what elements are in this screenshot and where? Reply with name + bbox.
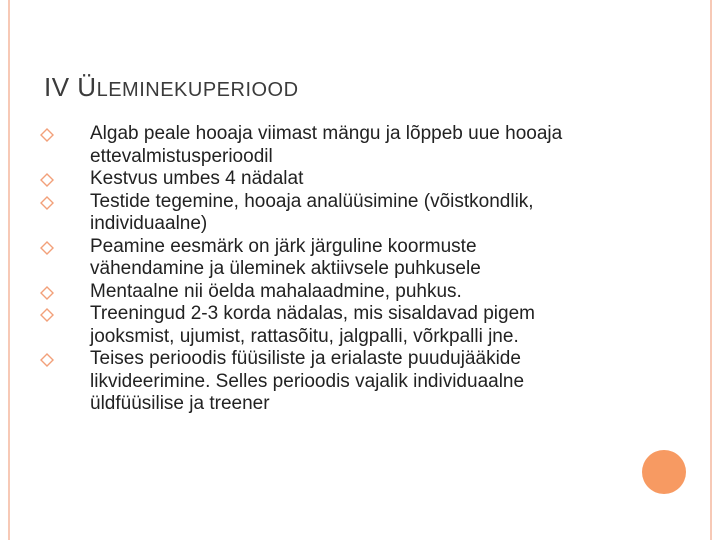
diamond-outline-icon [40, 128, 54, 142]
list-item [40, 348, 640, 416]
bullet-list [40, 123, 640, 416]
diamond-outline-icon [40, 173, 54, 187]
bullet-text-line1: Teises perioodis füüsiliste ja erialaste puudujääkide [90, 348, 521, 369]
bullet-text-line1: Kestvus umbes 4 nädalat [90, 168, 304, 189]
bullet-text-line1: Testide tegemine, hooaja analüüsimine (võistkondlik, [90, 190, 534, 212]
slide-title [44, 72, 299, 103]
decorative-circle [642, 450, 686, 494]
diamond-outline-icon [40, 196, 54, 210]
bullet-text-line1: Algab peale hooaja viimast mängu ja lõppeb uue hooaja [90, 123, 563, 144]
list-item [40, 281, 640, 304]
title-rest: LEMINEKUPERIOOD [96, 79, 299, 101]
bullet-text-line1: Treeningud 2-3 korda nädalas, mis sisaldavad pigem [90, 303, 535, 324]
bullet-text-line2: jooksmist, ujumist, rattasõitu, jalgpalli, võrkpalli jne. [90, 325, 519, 347]
bullet-text-line2: likvideerimine. Selles perioodis vajalik individuaalne [90, 370, 525, 392]
bullet-text-line2: vähendamine ja üleminek aktiivsele puhkusele [90, 258, 481, 279]
list-item [40, 168, 640, 191]
bullet-text-line1: Mentaalne nii öelda mahalaadmine, puhkus. [90, 280, 462, 302]
diamond-outline-icon [40, 286, 54, 300]
diamond-outline-icon [40, 353, 54, 367]
list-item [40, 303, 640, 348]
bullet-text-line2: ettevalmistusperioodil [90, 145, 273, 167]
list-item [40, 191, 640, 236]
diamond-outline-icon [40, 308, 54, 322]
bullet-text-line3: üldfüüsilise ja treener [90, 393, 270, 414]
list-item [40, 236, 640, 281]
bullet-text-line2: individuaalne) [90, 213, 208, 234]
diamond-outline-icon [40, 241, 54, 255]
title-prefix: IV Ü [44, 72, 97, 102]
list-item [40, 123, 640, 168]
bullet-text-line1: Peamine eesmärk on järk järguline koormuste [90, 235, 477, 257]
